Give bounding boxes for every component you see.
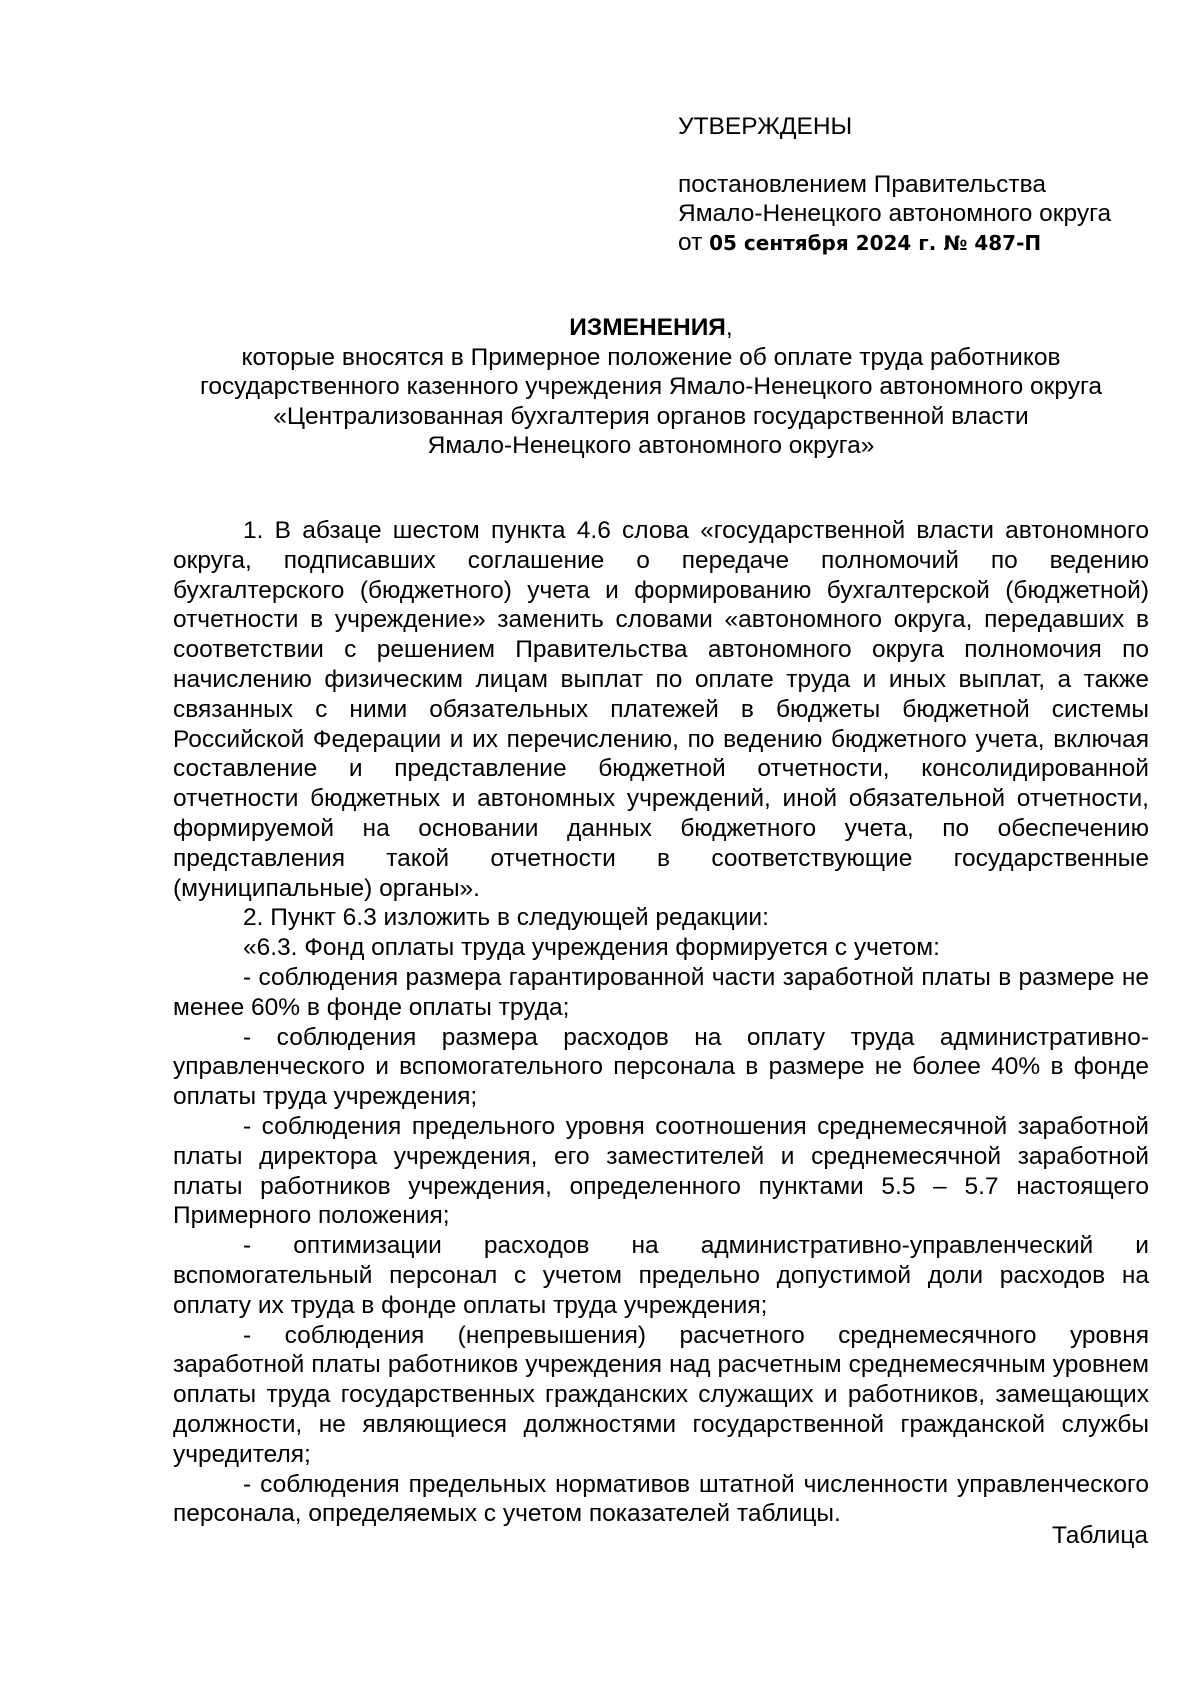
approval-block [678,112,1148,258]
document-subtitle-line-1: которые вносятся в Примерное положение об оплате труда работников [241,343,1061,371]
approval-line-1: постановлением Правительства [678,171,1046,198]
bullet-item-3: - соблюдения предельного уровня соотношения среднемесячной заработной платы директора учреждения, его заместителей и среднемесячной заработной платы работников учреждения, определенного пунктами 5.5 – 5.7 настоящего Примерного положения; [173,1112,1149,1230]
document-body [173,516,1149,1529]
approval-line-2: Ямало-Ненецкого автономного округа [678,200,1112,227]
approval-date-line [678,228,1148,258]
bullet-item-5: - соблюдения (непревышения) расчетного среднемесячного уровня заработной платы работников учреждения над расчетным среднемесячным уровнем оплаты труда государственных гражданских служащих и работников, замещающих должности, не являющиеся должностями государственной гражданской службы учредителя; [173,1321,1149,1468]
paragraph-1: 1. В абзаце шестом пункта 4.6 слова «государственной власти автономного округа, подписавших соглашение о передаче полномочий по ведению бухгалтерского (бюджетного) учета и формированию бухгалтерской (бюджетной) отчетности в учреждение» заменить словами «автономного округа, передавших в соответствии с решением Правительства автономного округа полномочия по начислению физическим лицам выплат по оплате труда и иных выплат, а также связанных с ними обязательных платежей в бюджеты бюджетной системы Российской Федерации и их перечислению, по ведению бюджетного учета, включая составление и представление бюджетной отчетности, консолидированной отчетности бюджетных и автономных учреждений, иной обязательной отчетности, формируемой на основании данных бюджетного учета, по обеспечению представления такой отчетности в соответствующие государственные (муниципальные) органы». [173,517,1149,902]
table-caption: Таблица [1051,1522,1148,1549]
paragraph-3: «6.3. Фонд оплаты труда учреждения формируется с учетом: [243,934,940,962]
document-title-line [150,313,1152,343]
document-subtitle-line-2: государственного казенного учреждения Ямало-Ненецкого автономного округа [199,373,1102,400]
document-subtitle-line-4: Ямало-Ненецкого автономного округа» [427,432,875,459]
document-title-suffix: , [725,314,733,341]
document-title: ИЗМЕНЕНИЯ [569,314,726,341]
document-title-block [150,313,1152,461]
bullet-item-4: - оптимизации расходов на административно-управленческий и вспомогательный персонал с учетом предельно допустимой доли расходов на оплату их труда в фонде оплаты труда учреждения; [173,1232,1149,1319]
approval-date-prefix: от [678,229,703,256]
paragraph-2: 2. Пункт 6.3 изложить в следующей редакции: [243,904,769,932]
approval-stamp: УТВЕРЖДЕНЫ [678,113,853,140]
bullet-item-6: - соблюдения предельных нормативов штатной численности управленческого персонала, определяемых с учетом показателей таблицы. [173,1470,1149,1528]
approval-date-reg: 05 сентября 2024 г. № 487-П [709,231,1042,255]
bullet-item-1: - соблюдения размера гарантированной части заработной платы в размере не менее 60% в фонде оплаты труда; [173,963,1149,1021]
bullet-item-2: - соблюдения размера расходов на оплату труда административно-управленческого и вспомогательного персонала в размере не более 40% в фонде оплаты труда учреждения; [173,1023,1149,1111]
document-subtitle-line-3: «Централизованная бухгалтерия органов государственной власти [273,402,1029,430]
